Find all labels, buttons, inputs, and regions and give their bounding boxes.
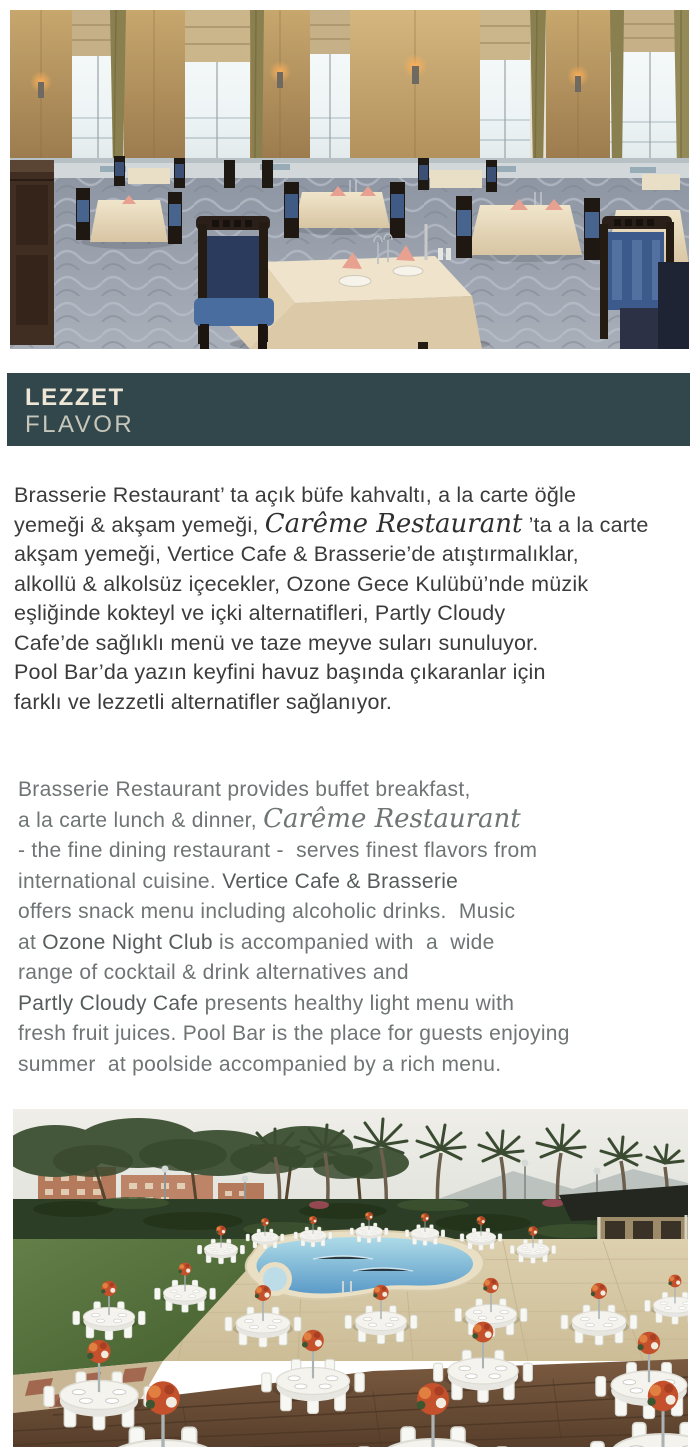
text-line: eşliğinde kokteyl ve içki alternatifleri, Partly Cloudy (14, 601, 506, 625)
text-line: summer at poolside accompanied by a rich menu. (18, 1052, 502, 1076)
text-line: Brasserie Restaurant’ ta açık büfe kahvaltı, a la carte öğle (14, 483, 577, 507)
turkish-paragraph (14, 481, 690, 717)
text-line: international cuisine. Vertice Cafe & Brasserie (18, 869, 459, 893)
section-title-english: FLAVOR (25, 411, 135, 438)
text-line: offers snack menu including alcoholic drinks. Music (18, 900, 516, 923)
text-line: Cafe’de sağlıklı menü ve taze meyve suları sunuluyor. (14, 630, 539, 655)
text-line: range of cocktail & drink alternatives and (18, 961, 409, 984)
section-header (7, 373, 690, 446)
pool-banquet-photo (13, 1109, 688, 1447)
text-line: farklı ve lezzetli alternatifler sağlanıyor. (14, 689, 393, 714)
english-paragraph (18, 775, 694, 1080)
pool-banquet-illustration (13, 1109, 688, 1447)
text-line: a la carte lunch & dinner, Carême Restaurant (18, 803, 521, 834)
section-title-turkish: LEZZET (25, 384, 125, 411)
restaurant-interior-photo (10, 10, 689, 349)
text-line: Brasserie Restaurant provides buffet breakfast, (18, 778, 471, 801)
text-line: - the fine dining restaurant - serves finest flavors from (18, 839, 538, 862)
restaurant-interior-illustration (10, 10, 689, 349)
text-line: Partly Cloudy Cafe presents healthy light menu with (18, 991, 515, 1015)
text-line: fresh fruit juices. Pool Bar is the place for guests enjoying (18, 1022, 570, 1045)
text-line: alkollü & alkolsüz içecekler, Ozone Gece Kulübü’nde müzik (14, 571, 589, 596)
text-line: at Ozone Night Club is accompanied with a wide (18, 930, 495, 954)
text-line: Pool Bar’da yazın keyfini havuz başında çıkaranlar için (14, 660, 546, 684)
text-line: akşam yemeği, Vertice Cafe & Brasserie’de atıştırmalıklar, (14, 542, 579, 566)
text-line: yemeği & akşam yemeği, Carême Restaurant ’ta a la carte (14, 508, 649, 539)
